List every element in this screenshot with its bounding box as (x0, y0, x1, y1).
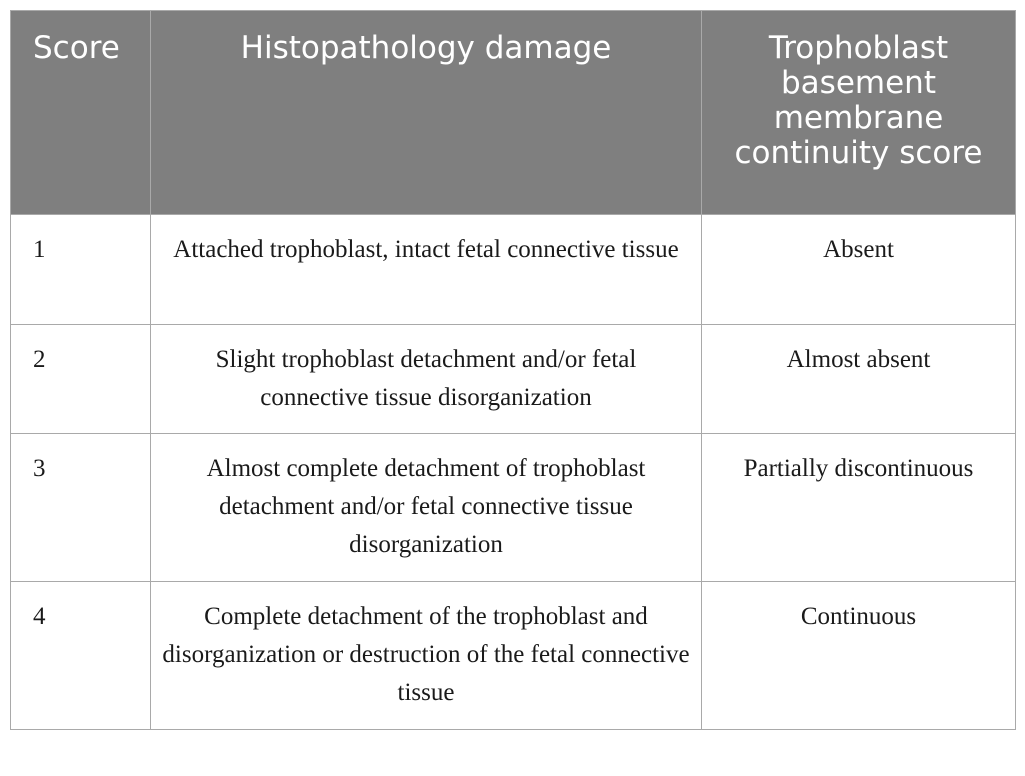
table-row (11, 325, 1016, 434)
table-row (11, 215, 1016, 325)
cell-score: 2 (11, 325, 151, 434)
table-row (11, 434, 1016, 582)
histopathology-score-table (10, 10, 1016, 730)
cell-score: 1 (11, 215, 151, 325)
cell-damage: Slight trophoblast detachment and/or fetal connective tissue disorganization (151, 325, 702, 434)
cell-damage: Almost complete detachment of trophoblast detachment and/or fetal connective tissue disorganization (151, 434, 702, 582)
cell-score: 3 (11, 434, 151, 582)
cell-damage: Complete detachment of the trophoblast and disorganization or destruction of the fetal connective tissue (151, 582, 702, 730)
cell-score: 4 (11, 582, 151, 730)
table-container (10, 10, 1015, 730)
cell-continuity: Almost absent (702, 325, 1016, 434)
table-header (11, 11, 1016, 215)
header-histopathology-damage: Histopathology damage (151, 11, 702, 215)
cell-continuity: Absent (702, 215, 1016, 325)
header-row (11, 11, 1016, 215)
cell-continuity: Continuous (702, 582, 1016, 730)
table-row (11, 582, 1016, 730)
cell-damage: Attached trophoblast, intact fetal connective tissue (151, 215, 702, 325)
header-continuity-score: Trophoblast basement membrane continuity score (702, 11, 1016, 215)
table-body (11, 215, 1016, 730)
header-score: Score (11, 11, 151, 215)
cell-continuity: Partially discontinuous (702, 434, 1016, 582)
